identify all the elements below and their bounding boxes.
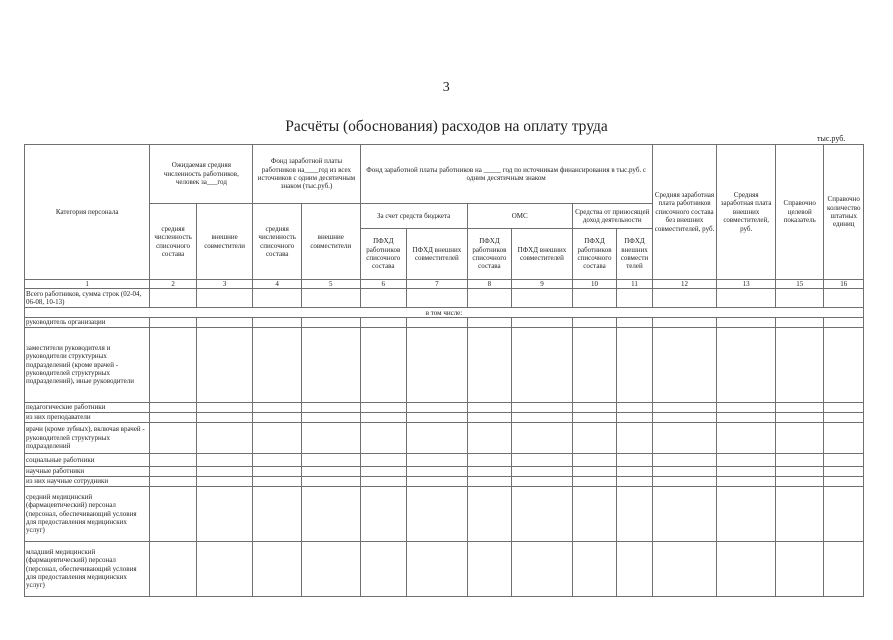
table-cell[interactable] <box>717 289 776 308</box>
column-number: 1 <box>25 280 150 289</box>
table-cell[interactable] <box>572 476 616 486</box>
table-cell[interactable] <box>617 476 652 486</box>
table-cell[interactable] <box>617 486 652 541</box>
column-number: 15 <box>775 280 824 289</box>
table-cell[interactable] <box>572 402 616 412</box>
header-target-ref: Справочно целевой показатель <box>775 145 824 280</box>
table-cell[interactable] <box>717 402 776 412</box>
header-row-1 <box>25 145 864 204</box>
table-cell[interactable] <box>652 318 717 327</box>
table-cell[interactable] <box>301 476 360 486</box>
table-cell[interactable] <box>467 476 511 486</box>
header-income-ext: ПФХД внешних совмести телей <box>617 229 652 280</box>
header-income: Средства от приносящей доход деятельности <box>572 204 652 229</box>
table-cell[interactable] <box>717 541 776 596</box>
column-number: 11 <box>617 280 652 289</box>
table-cell[interactable] <box>360 453 406 466</box>
row-label: из них научные сотрудники <box>25 476 150 486</box>
table-cell[interactable] <box>467 422 511 453</box>
table-cell[interactable] <box>617 412 652 422</box>
table-cell[interactable] <box>150 453 196 466</box>
table-cell[interactable] <box>407 466 468 476</box>
table-cell[interactable] <box>717 318 776 327</box>
table-cell[interactable] <box>824 486 864 541</box>
table-cell[interactable] <box>824 541 864 596</box>
table-cell[interactable] <box>196 289 253 308</box>
table-cell[interactable] <box>196 412 253 422</box>
table-cell[interactable] <box>824 453 864 466</box>
header-avg-count: Ожидаемая средняя численность работников, человек за___год <box>150 145 253 204</box>
table-cell[interactable] <box>717 412 776 422</box>
table-cell[interactable] <box>301 466 360 476</box>
table-cell[interactable] <box>150 402 196 412</box>
table-cell[interactable] <box>196 327 253 402</box>
table-cell[interactable] <box>512 412 573 422</box>
table-cell[interactable] <box>652 486 717 541</box>
table-cell[interactable] <box>717 476 776 486</box>
table-cell[interactable] <box>360 318 406 327</box>
table-cell[interactable] <box>775 402 824 412</box>
table-cell[interactable] <box>196 541 253 596</box>
header-fund-sources: Фонд заработной платы работников на _____ год по источникам финансирования в тыс.руб. с одним десятичным знаком <box>360 145 652 204</box>
table-cell[interactable] <box>150 412 196 422</box>
table-cell[interactable] <box>467 289 511 308</box>
table-cell[interactable] <box>512 466 573 476</box>
column-number-row <box>25 280 864 289</box>
header-income-list: ПФХД работников списочного состава <box>572 229 616 280</box>
table-cell[interactable] <box>253 318 302 327</box>
table-row <box>25 318 864 327</box>
column-number: 13 <box>717 280 776 289</box>
header-oms-ext: ПФХД внешних совместителей <box>512 229 573 280</box>
table-row <box>25 327 864 402</box>
table-cell[interactable] <box>407 422 468 453</box>
table-cell[interactable] <box>775 289 824 308</box>
row-label: врачи (кроме зубных), включая врачей - руководителей структурных подразделений <box>25 422 150 453</box>
table-cell[interactable] <box>196 318 253 327</box>
table-cell[interactable] <box>717 327 776 402</box>
table-cell[interactable] <box>360 466 406 476</box>
subheader-including: в том числе: <box>25 308 864 318</box>
table-cell[interactable] <box>360 327 406 402</box>
table-cell[interactable] <box>572 541 616 596</box>
table-cell[interactable] <box>253 466 302 476</box>
table-cell[interactable] <box>467 453 511 466</box>
table-cell[interactable] <box>512 541 573 596</box>
table-row <box>25 476 864 486</box>
table-cell[interactable] <box>572 486 616 541</box>
table-cell[interactable] <box>196 466 253 476</box>
column-number: 10 <box>572 280 616 289</box>
column-number: 3 <box>196 280 253 289</box>
table-cell[interactable] <box>512 318 573 327</box>
table-cell[interactable] <box>301 402 360 412</box>
table-cell[interactable] <box>512 453 573 466</box>
header-fund-all-ext: внешние совместители <box>301 204 360 280</box>
table-row <box>25 402 864 412</box>
table-cell[interactable] <box>253 289 302 308</box>
row-label: руководитель организации <box>25 318 150 327</box>
table-cell[interactable] <box>824 466 864 476</box>
table-cell[interactable] <box>301 327 360 402</box>
table-cell[interactable] <box>617 422 652 453</box>
table-cell[interactable] <box>775 541 824 596</box>
table-row <box>25 412 864 422</box>
table-cell[interactable] <box>717 486 776 541</box>
table-cell[interactable] <box>360 422 406 453</box>
table-row <box>25 422 864 453</box>
header-staff-ref: Справочно количество штатных единиц <box>824 145 864 280</box>
table-cell[interactable] <box>407 476 468 486</box>
table-cell[interactable] <box>301 486 360 541</box>
table-cell[interactable] <box>150 541 196 596</box>
page-title: Расчёты (обоснования) расходов на оплату труда <box>285 118 608 135</box>
table-cell[interactable] <box>467 402 511 412</box>
header-budget: За счет средств бюджета <box>360 204 467 229</box>
table-cell[interactable] <box>652 466 717 476</box>
table-cell[interactable] <box>572 466 616 476</box>
table-cell[interactable] <box>407 402 468 412</box>
table-cell[interactable] <box>652 289 717 308</box>
table-cell[interactable] <box>467 327 511 402</box>
table-cell[interactable] <box>253 422 302 453</box>
table-cell[interactable] <box>572 289 616 308</box>
table-cell[interactable] <box>775 327 824 402</box>
table-cell[interactable] <box>301 289 360 308</box>
table-cell[interactable] <box>407 486 468 541</box>
table-cell[interactable] <box>824 412 864 422</box>
column-number: 5 <box>301 280 360 289</box>
header-oms: ОМС <box>467 204 572 229</box>
table-cell[interactable] <box>775 422 824 453</box>
row-label: средний медицинский (фармацевтический) персонал (персонал, обеспечивающий условия для предоставления медицинских услуг) <box>25 486 150 541</box>
table-cell[interactable] <box>196 402 253 412</box>
header-budget-ext: ПФХД внешних совместителей <box>407 229 468 280</box>
table-row-total <box>25 289 864 308</box>
column-number: 8 <box>467 280 511 289</box>
table-cell[interactable] <box>572 412 616 422</box>
column-number: 16 <box>824 280 864 289</box>
row-label: заместители руководителя и руководители структурных подразделений (кроме врачей - руководителей структурных подразделений), иные руководители <box>25 327 150 402</box>
row-label: педагогические работники <box>25 402 150 412</box>
table-cell[interactable] <box>150 486 196 541</box>
row-label: младший медицинский (фармацевтический) персонал (персонал, обеспечивающий условия для предоставления медицинских услуг) <box>25 541 150 596</box>
row-label: научные работники <box>25 466 150 476</box>
table-cell[interactable] <box>360 486 406 541</box>
table-cell[interactable] <box>572 422 616 453</box>
table-cell[interactable] <box>775 412 824 422</box>
table-cell[interactable] <box>467 541 511 596</box>
table-cell[interactable] <box>572 453 616 466</box>
table-cell[interactable] <box>150 289 196 308</box>
table-cell[interactable] <box>196 486 253 541</box>
table-cell[interactable] <box>360 412 406 422</box>
header-fund-all-list: средняя численность списочного состава <box>253 204 302 280</box>
header-category: Категория персонала <box>25 145 150 280</box>
table-cell[interactable] <box>617 289 652 308</box>
header-avg-salary-list: Средняя заработная плата работников списочного состава без внешних совместителей, руб. <box>652 145 717 280</box>
table-cell[interactable] <box>617 318 652 327</box>
table-cell[interactable] <box>196 422 253 453</box>
table-cell[interactable] <box>652 476 717 486</box>
table-cell[interactable] <box>824 422 864 453</box>
table-cell[interactable] <box>572 318 616 327</box>
table-cell[interactable] <box>652 402 717 412</box>
table-cell[interactable] <box>652 422 717 453</box>
table-cell[interactable] <box>652 412 717 422</box>
header-avg-count-ext: внешние совместители <box>196 204 253 280</box>
table-cell[interactable] <box>301 412 360 422</box>
units-label: тыс.руб. <box>817 134 846 143</box>
row-label: социальные работники <box>25 453 150 466</box>
table-cell[interactable] <box>253 402 302 412</box>
table-cell[interactable] <box>407 541 468 596</box>
table-cell[interactable] <box>196 453 253 466</box>
table-cell[interactable] <box>617 466 652 476</box>
table-cell[interactable] <box>301 453 360 466</box>
table-cell[interactable] <box>360 541 406 596</box>
table-cell[interactable] <box>360 289 406 308</box>
table-cell[interactable] <box>824 289 864 308</box>
table-row <box>25 453 864 466</box>
table-cell[interactable] <box>253 327 302 402</box>
table-cell[interactable] <box>150 476 196 486</box>
table-cell[interactable] <box>360 476 406 486</box>
column-number: 4 <box>253 280 302 289</box>
table-cell[interactable] <box>824 327 864 402</box>
table-cell[interactable] <box>150 422 196 453</box>
table-cell[interactable] <box>253 412 302 422</box>
row-label: из них преподаватели <box>25 412 150 422</box>
table-cell[interactable] <box>572 327 616 402</box>
table-cell[interactable] <box>467 318 511 327</box>
table-cell[interactable] <box>407 327 468 402</box>
table-cell[interactable] <box>253 486 302 541</box>
table-cell[interactable] <box>652 541 717 596</box>
header-oms-list: ПФХД работников списочного состава <box>467 229 511 280</box>
column-number: 2 <box>150 280 196 289</box>
table-cell[interactable] <box>824 402 864 412</box>
table-cell[interactable] <box>775 466 824 476</box>
table-cell[interactable] <box>512 422 573 453</box>
table-row <box>25 541 864 596</box>
table-cell[interactable] <box>775 476 824 486</box>
table-cell[interactable] <box>467 412 511 422</box>
table-cell[interactable] <box>617 541 652 596</box>
table-cell[interactable] <box>512 476 573 486</box>
table-cell[interactable] <box>301 318 360 327</box>
table-row <box>25 486 864 541</box>
column-number: 9 <box>512 280 573 289</box>
table-cell[interactable] <box>717 422 776 453</box>
table-cell[interactable] <box>150 318 196 327</box>
header-budget-list: ПФХД работников списочного состава <box>360 229 406 280</box>
table-cell[interactable] <box>824 318 864 327</box>
table-cell[interactable] <box>717 453 776 466</box>
table-cell[interactable] <box>253 453 302 466</box>
column-number: 6 <box>360 280 406 289</box>
column-number: 7 <box>407 280 468 289</box>
table-cell[interactable] <box>512 327 573 402</box>
table-cell[interactable] <box>360 402 406 412</box>
table-cell[interactable] <box>301 422 360 453</box>
table-cell[interactable] <box>824 476 864 486</box>
table-cell[interactable] <box>407 289 468 308</box>
table-cell[interactable] <box>253 476 302 486</box>
table-cell[interactable] <box>617 402 652 412</box>
table-cell[interactable] <box>717 466 776 476</box>
table-cell[interactable] <box>775 318 824 327</box>
table-cell[interactable] <box>512 289 573 308</box>
header-fund-all: Фонд заработной платы работников на____год из всех источников с одним десятичным знаком (тыс.руб.) <box>253 145 360 204</box>
table-cell[interactable] <box>407 318 468 327</box>
header-avg-count-list: средняя численность списочного состава <box>150 204 196 280</box>
table-row <box>25 466 864 476</box>
table-cell[interactable] <box>253 541 302 596</box>
table-cell[interactable] <box>150 466 196 476</box>
table-cell[interactable] <box>617 453 652 466</box>
table-cell[interactable] <box>512 402 573 412</box>
table-cell[interactable] <box>407 412 468 422</box>
payroll-table <box>24 144 864 597</box>
header-avg-salary-ext: Средняя заработная плата внешних совместителей, руб. <box>717 145 776 280</box>
table-cell[interactable] <box>407 453 468 466</box>
table-row-subheader <box>25 308 864 318</box>
table-cell[interactable] <box>467 486 511 541</box>
row-label-total: Всего работников, сумма строк (02-04, 06-08, 10-13) <box>25 289 150 308</box>
table-cell[interactable] <box>196 476 253 486</box>
page-number: 3 <box>442 80 451 95</box>
table-cell[interactable] <box>617 327 652 402</box>
table-cell[interactable] <box>652 327 717 402</box>
table-cell[interactable] <box>652 453 717 466</box>
table-cell[interactable] <box>775 486 824 541</box>
table-cell[interactable] <box>512 486 573 541</box>
column-number: 12 <box>652 280 717 289</box>
table-cell[interactable] <box>467 466 511 476</box>
table-cell[interactable] <box>301 541 360 596</box>
table-cell[interactable] <box>150 327 196 402</box>
table-cell[interactable] <box>775 453 824 466</box>
